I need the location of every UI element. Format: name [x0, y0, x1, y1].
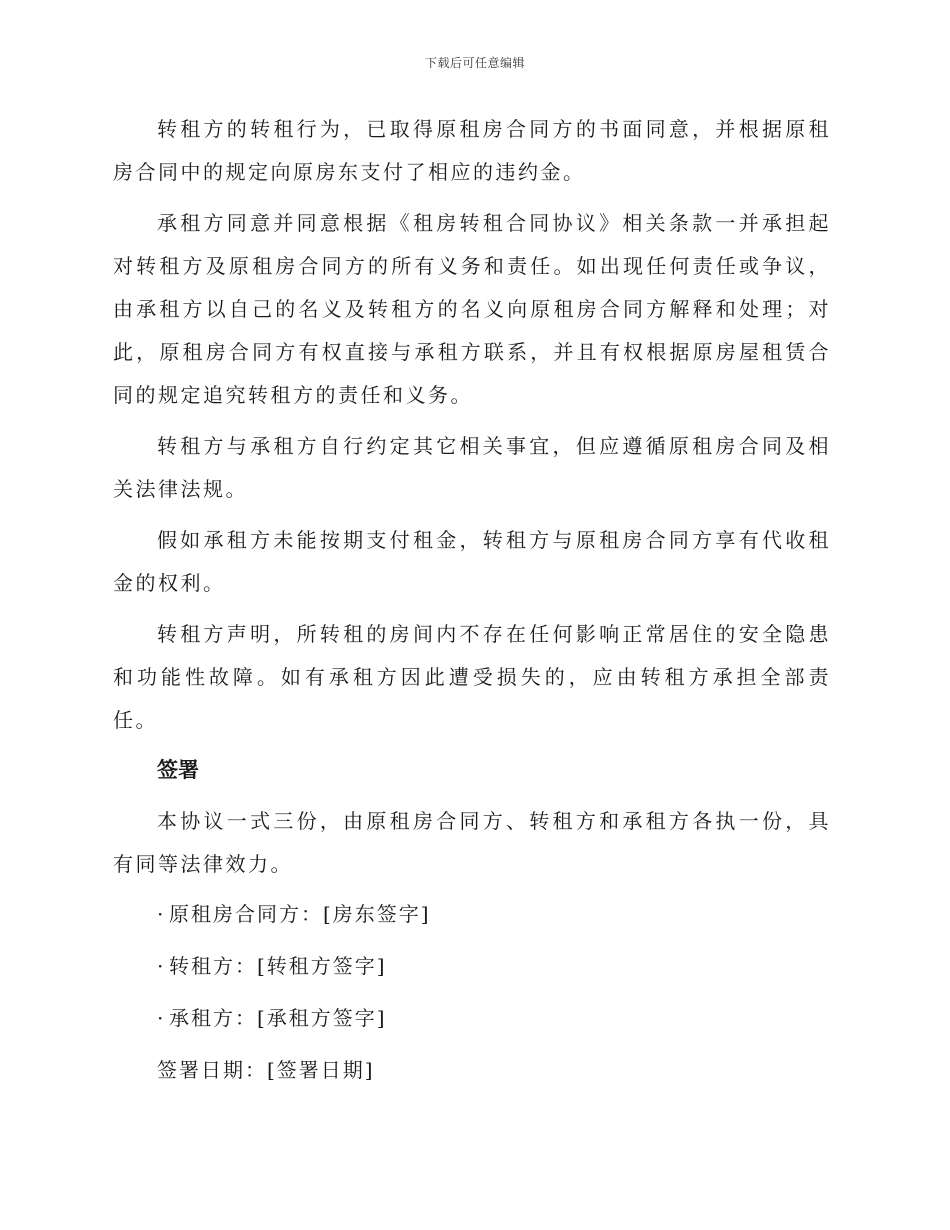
bullet-icon: ·: [157, 954, 166, 978]
bullet-icon: ·: [157, 1006, 166, 1030]
signature-date-line: 签署日期：[签署日期]: [157, 1058, 375, 1082]
paragraph-other-matters: 转租方与承租方自行约定其它相关事宜，但应遵循原租房合同及相关法律法规。: [113, 434, 831, 501]
signature-line-landlord: [157, 894, 831, 934]
signature-line-sublessor: [157, 946, 831, 986]
page-header: 下载后可任意编辑: [424, 56, 525, 70]
paragraph-rent-collection: 假如承租方未能按期支付租金，转租方与原租房合同方享有代收租金的权利。: [113, 528, 831, 595]
signature-line-tenant: [157, 998, 831, 1038]
document-body: [113, 108, 831, 1102]
bullet-icon: ·: [157, 902, 166, 926]
paragraph-safety-declaration: 转租方声明，所转租的房间内不存在任何影响正常居住的安全隐患和功能性故障。如有承租方因此遭受损失的，应由转租方承担全部责任。: [113, 622, 831, 732]
paragraph-sublease-consent: 转租方的转租行为，已取得原租房合同方的书面同意，并根据原租房合同中的规定向原房东支付了相应的违约金。: [113, 117, 831, 184]
signature-party-label: 原租房合同方：[房东签字]: [169, 902, 431, 926]
signature-party-label: 承租方：[承租方签字]: [169, 1006, 387, 1030]
paragraph-tenant-obligations: 承租方同意并同意根据《租房转租合同协议》相关条款一并承担起对转租方及原租房合同方的所有义务和责任。如出现任何责任或争议，由承租方以自己的名义及转租方的名义向原租房合同方解释和处理；对此，原租房合同方有权直接与承租方联系，并且有权根据原房屋租赁合同的规定追究转租方的责任和义务。: [113, 211, 831, 407]
signature-intro: 本协议一式三份，由原租房合同方、转租方和承租方各执一份，具有同等法律效力。: [113, 809, 831, 876]
signature-section-title: 签署: [157, 758, 199, 782]
signature-party-label: 转租方：[转租方签字]: [169, 954, 387, 978]
